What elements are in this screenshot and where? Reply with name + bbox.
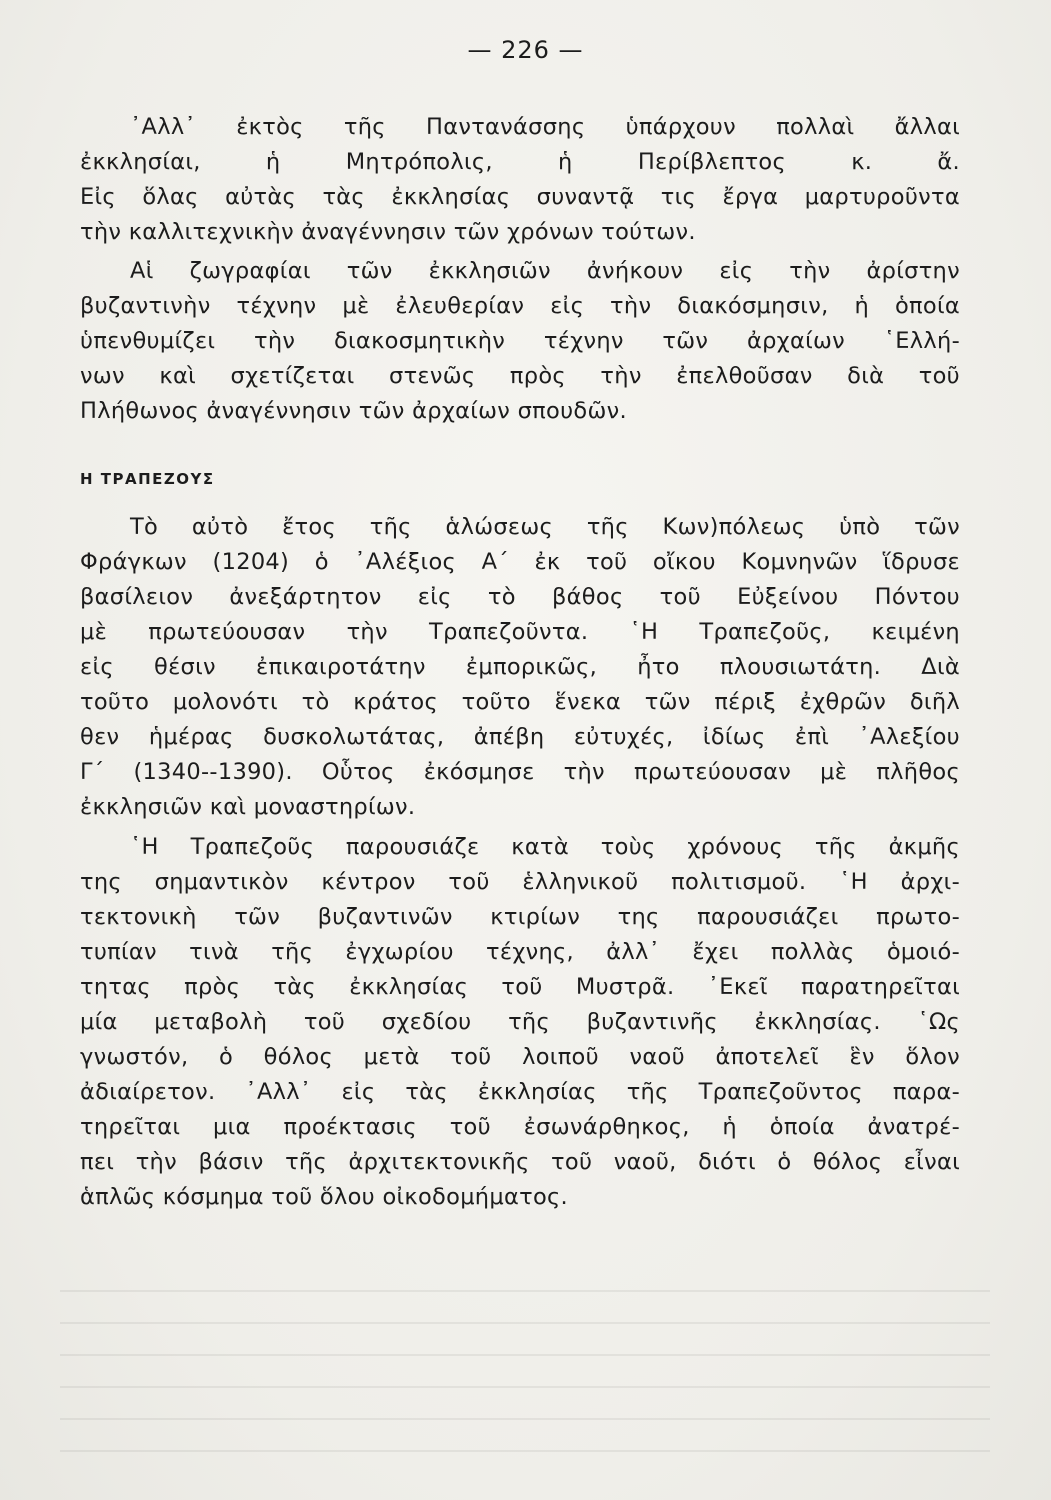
text-line: εἰς θέσιν ἐπικαιροτάτην ἐμπορικῶς, ἦτο πλουσιωτάτη. Διὰ [80,654,960,680]
page-number: — 226 — [467,36,584,64]
text-line: βυζαντινὴν τέχνην μὲ ἐλευθερίαν εἰς τὴν διακόσμησιν, ἡ ὁποία [80,293,960,319]
text-line: Αἱ ζωγραφίαι τῶν ἐκκλησιῶν ἀνήκουν εἰς τὴν ἀρίστην [130,258,960,284]
text-line: της σημαντικὸν κέντρον τοῦ ἑλληνικοῦ πολιτισμοῦ. ῾Η ἀρχι- [80,869,960,895]
text-line: ὑπενθυμίζει τὴν διακοσμητικὴν τέχνην τῶν ἀρχαίων ῾Ελλή- [80,328,960,354]
text-line: τυπίαν τινὰ τῆς ἐγχωρίου τέχνης, ἀλλ᾿ ἔχει πολλὰς ὁμοιό- [80,939,960,965]
text-line: Γ΄ (1340--1390). Οὗτος ἐκόσμησε τὴν πρωτεύουσαν μὲ πλῆθος [80,759,960,785]
text-line: θεν ἡμέρας δυσκολωτάτας, ἀπέβη εὐτυχές, ἰδίως ἐπὶ ᾿Αλεξίου [80,724,960,750]
text-line: τητας πρὸς τὰς ἐκκλησίας τοῦ Μυστρᾶ. ᾿Εκεῖ παρατηρεῖται [80,974,960,1000]
text-line: ᾿Αλλ᾿ ἐκτὸς τῆς Παντανάσσης ὑπάρχουν πολλαὶ ἄλλαι [130,114,960,140]
text-line: τεκτονικὴ τῶν βυζαντινῶν κτιρίων της παρουσιάζει πρωτο- [80,904,960,930]
text-line: Εἰς ὅλας αὐτὰς τὰς ἐκκλησίας συναντᾷ τις ἔργα μαρτυροῦντα [80,184,960,210]
text-line: γνωστόν, ὁ θόλος μετὰ τοῦ λοιποῦ ναοῦ ἀποτελεῖ ἓν ὅλον [80,1044,960,1070]
text-line: βασίλειον ἀνεξάρτητον εἰς τὸ βάθος τοῦ Εὐξείνου Πόντου [80,584,960,610]
text-line: Τὸ αὐτὸ ἔτος τῆς ἁλώσεως τῆς Κων)πόλεως ὑπὸ τῶν [130,514,960,540]
text-line: ἁπλῶς κόσμημα τοῦ ὅλου οἰκοδομήματος. [80,1184,568,1210]
text-line: νων καὶ σχετίζεται στενῶς πρὸς τὴν ἐπελθοῦσαν διὰ τοῦ [80,363,960,389]
text-line: πει τὴν βάσιν τῆς ἀρχιτεκτονικῆς τοῦ ναοῦ, διότι ὁ θόλος εἶναι [80,1149,960,1175]
text-line: ῾Η Τραπεζοῦς παρουσιάζε κατὰ τοὺς χρόνους τῆς ἀκμῆς [130,834,960,860]
text-line: μὲ πρωτεύουσαν τὴν Τραπεζοῦντα. ῾Η Τραπεζοῦς, κειμένη [80,619,960,645]
text-line: ἐκκλησίαι, ἡ Μητρόπολις, ἡ Περίβλεπτος κ. ἄ. [80,149,960,175]
text-line: τοῦτο μολονότι τὸ κράτος τοῦτο ἕνεκα τῶν πέριξ ἐχθρῶν διῆλ [80,689,960,715]
bleed-through-texture [60,1290,990,1480]
text-line: τηρεῖται μια προέκτασις τοῦ ἐσωνάρθηκος, ἡ ὁποία ἀνατρέ- [80,1114,960,1140]
text-line: Φράγκων (1204) ὁ ᾿Αλέξιος Α΄ ἐκ τοῦ οἴκου Κομνηνῶν ἵδρυσε [80,549,960,575]
text-line: μία μεταβολὴ τοῦ σχεδίου τῆς βυζαντινῆς ἐκκλησίας. ῾Ως [80,1009,960,1035]
text-line: τὴν καλλιτεχνικὴν ἀναγέννησιν τῶν χρόνων τούτων. [80,219,696,245]
text-line: ἐκκλησιῶν καὶ μοναστηρίων. [80,794,416,820]
text-line: ἀδιαίρετον. ᾿Αλλ᾿ εἰς τὰς ἐκκλησίας τῆς Τραπεζοῦντος παρα- [80,1079,960,1105]
text-line: Πλήθωνος ἀναγέννησιν τῶν ἀρχαίων σπουδῶν. [80,398,627,424]
section-heading: Η ΤΡΑΠΕΖΟΥΣ [80,470,215,488]
